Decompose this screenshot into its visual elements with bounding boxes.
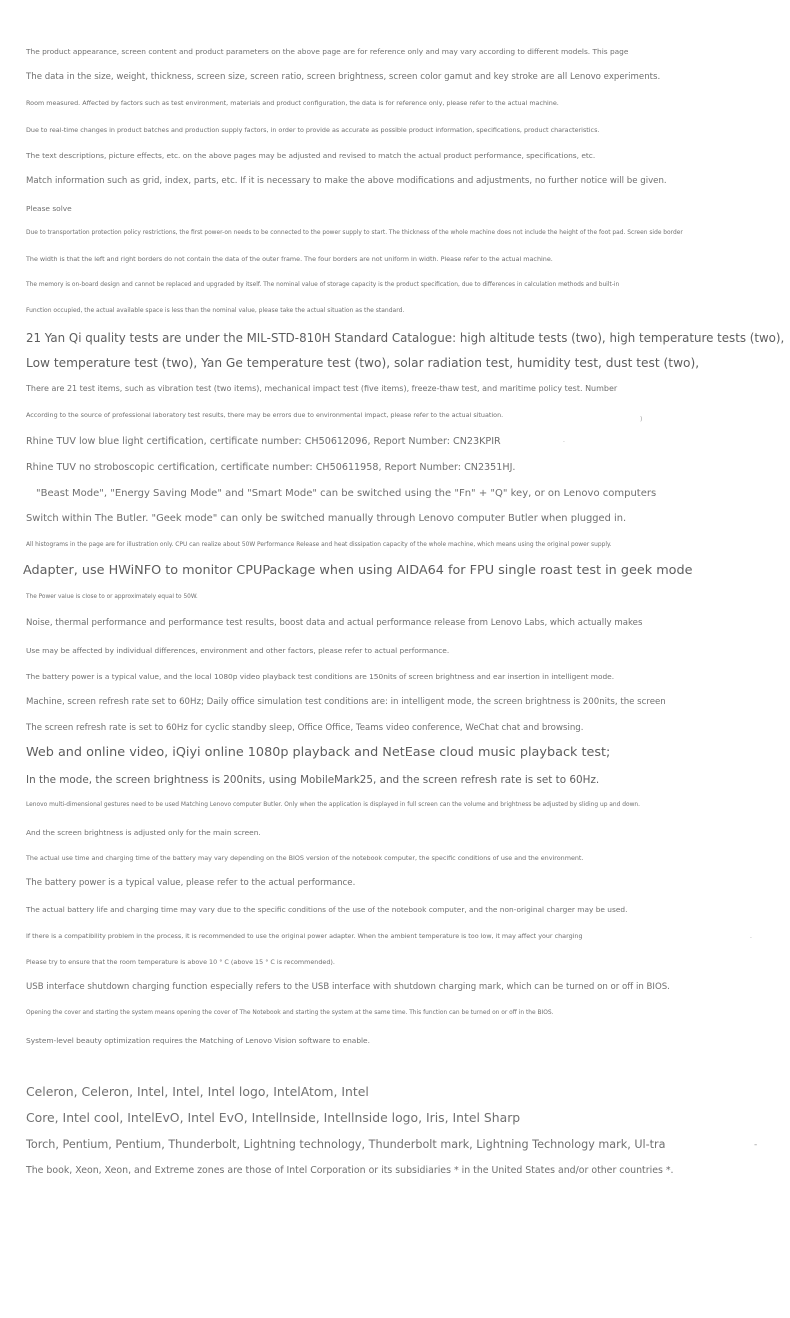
- trademark-line: The book, Xeon, Xeon, and Extreme zones are those of Intel Corporation or its subsidiaries * in the United States and/or other countries *.: [26, 1165, 674, 1176]
- disclaimer-line: Room measured. Affected by factors such as test environment, materials and product configuration, the data is for reference only, please refer to the actual machine.: [26, 99, 559, 107]
- disclaimer-line: The text descriptions, picture effects, etc. on the above pages may be adjusted and revised to match the actual product performance, specifications, etc.: [26, 151, 596, 160]
- disclaimer-line: In the mode, the screen brightness is 200nits, using MobileMark25, and the screen refresh rate is set to 60Hz.: [26, 774, 600, 786]
- trademark-line: Celeron, Celeron, Intel, Intel, Intel logo, IntelAtom, Intel: [26, 1084, 369, 1099]
- disclaimer-line: The screen refresh rate is set to 60Hz for cyclic standby sleep, Office Office, Teams video conference, WeChat chat and browsing.: [26, 723, 584, 733]
- trademark-line: Torch, Pentium, Pentium, Thunderbolt, Lightning technology, Thunderbolt mark, Lightning Technology mark, Ul-tra: [26, 1138, 666, 1151]
- disclaimer-line: The product appearance, screen content and product parameters on the above page are for reference only and may vary according to different models. This page: [26, 47, 629, 56]
- disclaimer-line: 21 Yan Qi quality tests are under the MIL-STD-810H Standard Catalogue: high altitude tests (two), high temperature tests (two),: [26, 331, 785, 345]
- disclaimer-line: Use may be affected by individual differences, environment and other factors, please refer to actual performance.: [26, 646, 450, 655]
- disclaimer-line: Match information such as grid, index, parts, etc. If it is necessary to make the above modifications and adjustments, no further notice will be given.: [26, 176, 667, 186]
- disclaimer-line: All histograms in the page are for illustration only. CPU can realize about 50W Performance Release and heat dissipation capacity of the whole machine, which means using the original power supply.: [26, 542, 612, 548]
- disclaimer-line: Web and online video, iQiyi online 1080p playback and NetEase cloud music playback test;: [26, 745, 611, 760]
- disclaimer-line: Please solve: [26, 204, 72, 213]
- disclaimer-line: There are 21 test items, such as vibration test (two items), mechanical impact test (five items), freeze-thaw test, and maritime policy test. Number: [26, 384, 618, 393]
- disclaimer-line: "Beast Mode", "Energy Saving Mode" and "Smart Mode" can be switched using the "Fn" + "Q" key, or on Lenovo computers: [36, 488, 657, 499]
- disclaimer-line: Function occupied, the actual available space is less than the nominal value, please take the actual situation as the standard.: [26, 307, 405, 314]
- disclaimer-line: Rhine TUV no stroboscopic certification, certificate number: CH50611958, Report Number: CN2351HJ.: [26, 462, 516, 473]
- disclaimer-line: And the screen brightness is adjusted only for the main screen.: [26, 828, 261, 837]
- disclaimer-line: If there is a compatibility problem in the process, it is recommended to use the original power adapter. When the ambient temperature is too low, it may affect your charging: [26, 932, 583, 940]
- disclaimer-line: Low temperature test (two), Yan Ge temperature test (two), solar radiation test, humidity test, dust test (two),: [26, 356, 700, 370]
- stray-mark: .: [563, 437, 565, 444]
- disclaimer-line: Due to real-time changes in product batches and production supply factors, in order to provide as accurate as possible product information, specifications, product characteristics.: [26, 126, 600, 134]
- disclaimer-line: Switch within The Butler. "Geek mode" can only be switched manually through Lenovo computer Butler when plugged in.: [26, 513, 627, 524]
- disclaimer-line: The actual battery life and charging time may vary due to the specific conditions of the use of the notebook computer, and the non-original charger may be used.: [26, 905, 628, 914]
- disclaimer-line: Noise, thermal performance and performance test results, boost data and actual performance release from Lenovo Labs, which actually makes: [26, 618, 643, 628]
- disclaimer-line: Due to transportation protection policy restrictions, the first power-on needs to be connected to the power supply to start. The thickness of the whole machine does not include the height of the foot pad. Screen side border: [26, 230, 683, 236]
- disclaimer-line: Opening the cover and starting the system means opening the cover of The Notebook and starting the system at the same time. This function can be turned on or off in the BIOS.: [26, 1010, 554, 1016]
- disclaimer-line: Please try to ensure that the room temperature is above 10 ° C (above 15 ° C is recommended).: [26, 958, 335, 966]
- stray-mark: -: [754, 1140, 758, 1150]
- disclaimer-line: USB interface shutdown charging function especially refers to the USB interface with shutdown charging mark, which can be turned on or off in BIOS.: [26, 982, 670, 992]
- stray-mark: ): [640, 416, 643, 423]
- disclaimer-line: The actual use time and charging time of the battery may vary depending on the BIOS version of the notebook computer, the specific conditions of use and the environment.: [26, 854, 584, 862]
- disclaimer-line: Machine, screen refresh rate set to 60Hz; Daily office simulation test conditions are: in intelligent mode, the screen brightness is 200nits, the screen: [26, 697, 666, 707]
- disclaimer-line: The battery power is a typical value, please refer to the actual performance.: [26, 878, 356, 888]
- disclaimer-line: System-level beauty optimization requires the Matching of Lenovo Vision software to enable.: [26, 1036, 370, 1045]
- disclaimer-line: Lenovo multi-dimensional gestures need to be used Matching Lenovo computer Butler. Only when the application is displayed in full screen can the volume and brightness be adjusted by sliding up and down.: [26, 802, 641, 808]
- disclaimer-line: Adapter, use HWiNFO to monitor CPUPackage when using AIDA64 for FPU single roast test in geek mode: [23, 563, 693, 578]
- disclaimer-line: The battery power is a typical value, and the local 1080p video playback test conditions are 150nits of screen brightness and ear insertion in intelligent mode.: [26, 672, 615, 681]
- disclaimer-line: Rhine TUV low blue light certification, certificate number: CH50612096, Report Number: CN23KPIR: [26, 436, 501, 447]
- trademark-line: Core, Intel cool, IntelEvO, Intel EvO, Intellnside, Intellnside logo, Iris, Intel Sharp: [26, 1110, 521, 1125]
- disclaimer-line: According to the source of professional laboratory test results, there may be errors due to environmental impact, please refer to the actual situation.: [26, 411, 504, 419]
- disclaimer-line: The memory is on-board design and cannot be replaced and upgraded by itself. The nominal value of storage capacity is the product specification, due to differences in calculation methods and built-in: [26, 282, 620, 288]
- disclaimer-line: The Power value is close to or approximately equal to 50W.: [26, 594, 198, 600]
- stray-mark: .: [750, 933, 752, 940]
- disclaimer-line: The width is that the left and right borders do not contain the data of the outer frame. The four borders are not uniform in width. Please refer to the actual machine.: [26, 255, 553, 263]
- disclaimer-line: The data in the size, weight, thickness, screen size, screen ratio, screen brightness, screen color gamut and key stroke are all Lenovo experiments.: [26, 72, 661, 82]
